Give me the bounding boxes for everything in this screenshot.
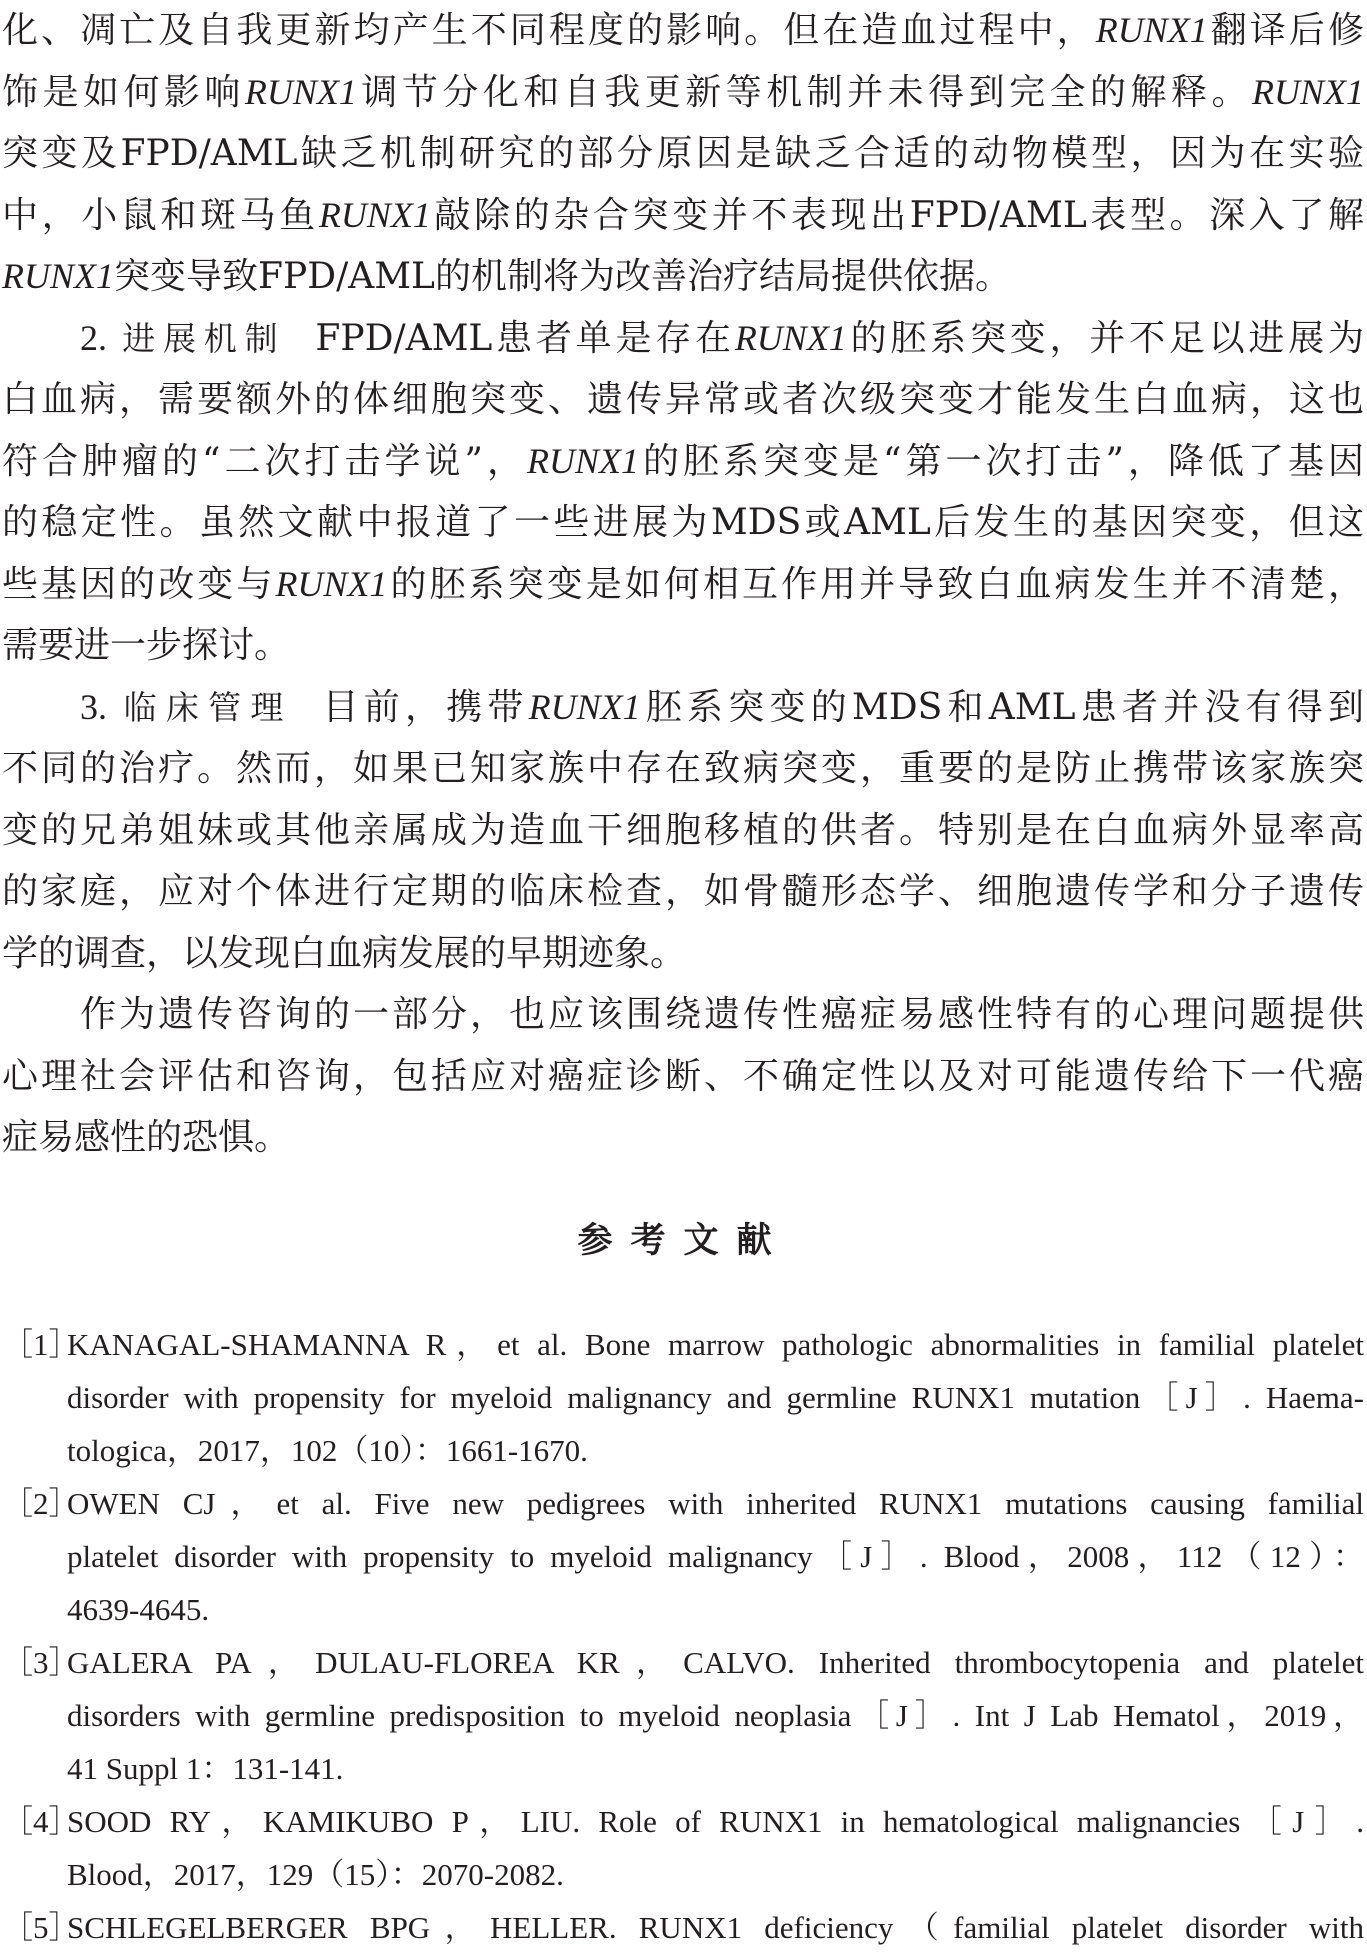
reference-number: ［4］ [2, 1804, 80, 1839]
subheading-clinical-management: 临床管理 [123, 687, 293, 727]
text-line: 2. 进展机制 FPD/AML患者单是存在RUNX1的胚系突变，并不足以进展为 [80, 317, 1364, 359]
reference-item: ［5］SCHLEGELBERGER BPG，HELLER. RUNX1 deficiency（familial platelet disorder with [2, 1901, 1364, 1954]
text-line: RUNX1突变导致FPD/AML的机制将为改善治疗结局提供依据。 [2, 256, 1011, 297]
text-line: 需要进一步探讨。 [2, 625, 291, 666]
subheading-progression: 进展机制 [122, 318, 286, 358]
reference-item: ［1］KANAGAL-SHAMANNA R，et al. Bone marrow pathologic abnormalities in familial platelet disorder with propensity for myeloid malignancy and germline RUNX1 mutation［J］. Haema- tologica，2017，102（10）：1661-1670. [2, 1318, 1364, 1477]
text-line: 突变及FPD/AML缺乏机制研究的部分原因是缺乏合适的动物模型，因为在实验 [2, 133, 1364, 174]
text-line: 化、凋亡及自我更新均产生不同程度的影响。但在造血过程中，RUNX1翻译后修 [2, 10, 1364, 51]
text-line: 中，小鼠和斑马鱼RUNX1敲除的杂合突变并不表现出FPD/AML表型。深入了解 [2, 194, 1364, 236]
text-line: 3. 临床管理 目前，携带RUNX1胚系突变的MDS和AML患者并没有得到 [80, 686, 1364, 728]
body-text [2, 0, 1364, 1169]
reference-list [2, 1318, 1364, 1954]
text-line: 学的调查，以发现白血病发展的早期迹象。 [2, 932, 687, 974]
text-line: 不同的治疗。然而，如果已知家族中存在致病突变，重要的是防止携带该家族突 [2, 748, 1364, 789]
text-line: 心理社会评估和咨询，包括应对癌症诊断、不确定性以及对可能遗传给下一代癌 [2, 1055, 1364, 1097]
references-heading: 参考文献 [577, 1221, 790, 1261]
reference-number: ［3］ [2, 1645, 80, 1680]
reference-number: ［2］ [2, 1486, 80, 1521]
reference-item: ［3］GALERA PA，DULAU-FLOREA KR，CALVO. Inherited thrombocytopenia and platelet disorders with germline predisposition to myeloid neoplasia［J］. Int J Lab Hematol，2019， 41 Suppl 1：131-141. [2, 1636, 1364, 1795]
text-line: 些基因的改变与RUNX1的胚系突变是如何相互作用并导致白血病发生并不清楚， [2, 563, 1364, 605]
reference-item: ［4］SOOD RY，KAMIKUBO P，LIU. Role of RUNX1 in hematological malignancies［J］. Blood，2017，129（15）：2070-2082. [2, 1795, 1364, 1901]
text-line: 的家庭，应对个体进行定期的临床检查，如骨髓形态学、细胞遗传学和分子遗传 [2, 871, 1364, 912]
text-line: 变的兄弟姐妹或其他亲属成为造血干细胞移植的供者。特别是在白血病外显率高 [2, 809, 1364, 851]
text-line: 症易感性的恐惧。 [2, 1117, 291, 1158]
text-line: 饰是如何影响RUNX1调节分化和自我更新等机制并未得到完全的解释。RUNX1 [2, 71, 1364, 113]
text-line: 作为遗传咨询的一部分，也应该围绕遗传性癌症易感性特有的心理问题提供 [80, 994, 1364, 1035]
reference-number: ［5］ [2, 1910, 80, 1945]
text-line: 符合肿瘤的“二次打击学说”，RUNX1的胚系突变是“第一次打击”，降低了基因 [2, 440, 1364, 482]
reference-item: ［2］OWEN CJ，et al. Five new pedigrees with inherited RUNX1 mutations causing familial platelet disorder with propensity to myeloid malignancy［J］. Blood，2008，112（12）： 4639-4645. [2, 1477, 1364, 1636]
text-line: 白血病，需要额外的体细胞突变、遗传异常或者次级突变才能发生白血病，这也 [2, 379, 1364, 420]
text-line: 的稳定性。虽然文献中报道了一些进展为MDS或AML后发生的基因突变，但这 [2, 502, 1364, 543]
reference-number: ［1］ [2, 1327, 80, 1362]
